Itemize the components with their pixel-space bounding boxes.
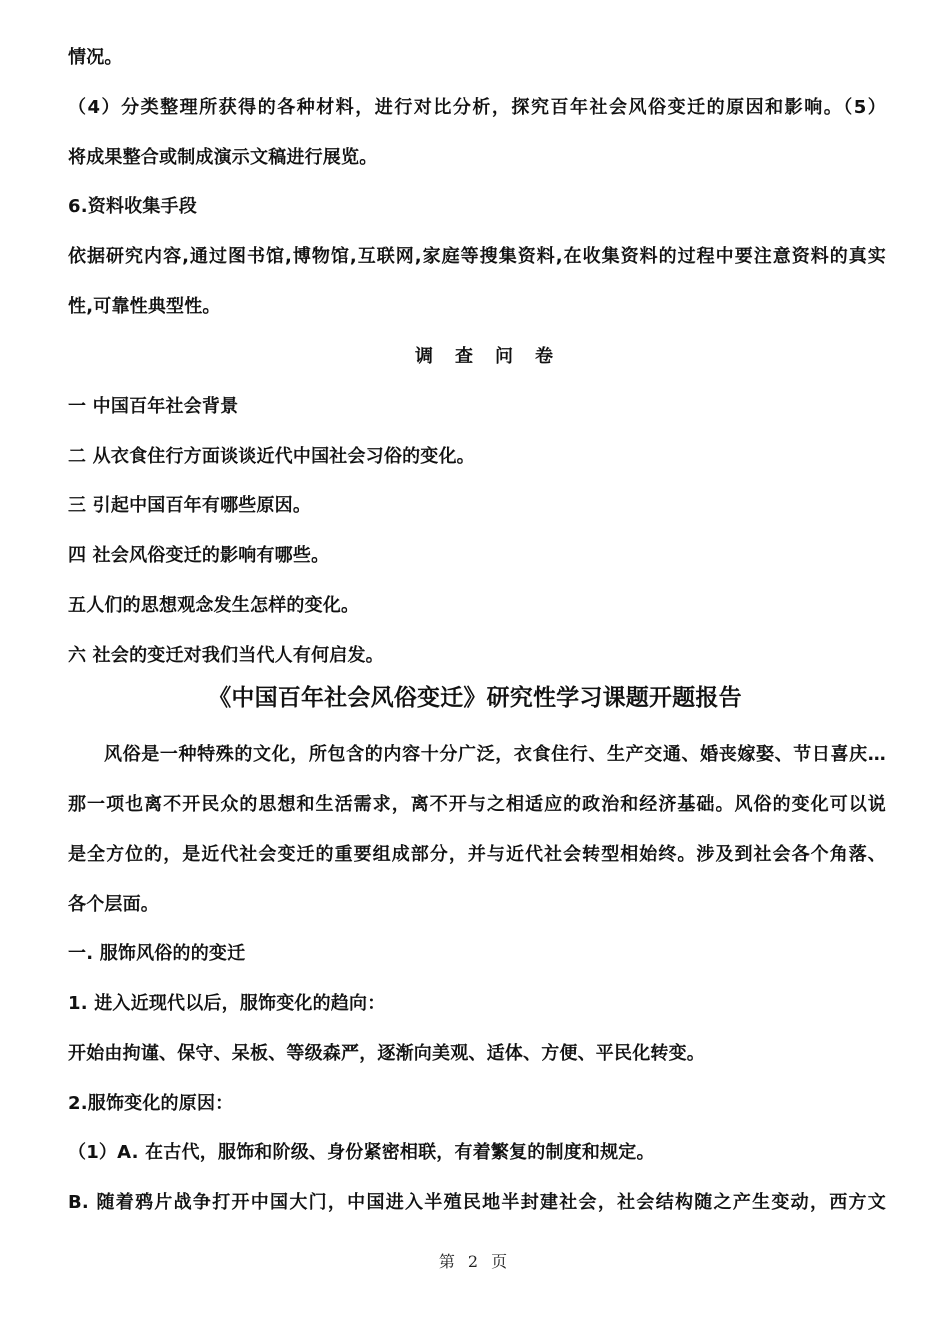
text-line: B. 随着鸦片战争打开中国大门，中国进入半殖民地半封建社会，社会结构随之产生变动，西方文: [68, 1192, 886, 1213]
section-heading: 6.资料收集手段: [68, 196, 197, 217]
question-item: 三 引起中国百年有哪些原因。: [68, 495, 312, 516]
text-line: 1. 进入近现代以后，服饰变化的趋向：: [68, 993, 386, 1014]
paragraph-line: 那一项也离不开民众的思想和生活需求，离不开与之相适应的政治和经济基础。风俗的变化可以说: [68, 794, 886, 815]
paragraph-line: 风俗是一种特殊的文化，所包含的内容十分广泛，衣食住行、生产交通、婚丧嫁娶、节日喜庆…: [104, 744, 886, 765]
report-title: 《中国百年社会风俗变迁》研究性学习课题开题报告: [208, 685, 742, 711]
text-line: 开始由拘谨、保守、呆板、等级森严，逐渐向美观、适体、方便、平民化转变。: [68, 1043, 705, 1064]
text-line: （1）A. 在古代，服饰和阶级、身份紧密相联，有着繁复的制度和规定。: [68, 1142, 655, 1163]
paragraph-line: 是全方位的，是近代社会变迁的重要组成部分，并与近代社会转型相始终。涉及到社会各个角落、: [68, 844, 886, 865]
text-line: 将成果整合或制成演示文稿进行展览。: [68, 147, 378, 168]
text-line: 性,可靠性典型性。: [68, 296, 221, 317]
question-item: 六 社会的变迁对我们当代人有何启发。: [68, 645, 384, 666]
text-line: （4）分类整理所获得的各种材料，进行对比分析，探究百年社会风俗变迁的原因和影响。（5）: [68, 97, 886, 118]
question-item: 一 中国百年社会背景: [68, 396, 239, 417]
text-line: 情况。: [68, 47, 123, 68]
text-line: 2.服饰变化的原因：: [68, 1093, 234, 1114]
question-item: 四 社会风俗变迁的影响有哪些。: [68, 545, 330, 566]
page-number: 第 2 页: [438, 1252, 512, 1271]
questionnaire-title: 调查问卷: [415, 346, 575, 367]
question-item: 五人们的思想观念发生怎样的变化。: [68, 595, 360, 616]
question-item: 二 从衣食住行方面谈谈近代中国社会习俗的变化。: [68, 446, 475, 467]
text-line: 依据研究内容,通过图书馆,博物馆,互联网,家庭等搜集资料,在收集资料的过程中要注意资料的真实: [68, 246, 886, 267]
section-heading: 一. 服饰风俗的的变迁: [68, 943, 246, 964]
paragraph-line: 各个层面。: [68, 894, 159, 915]
